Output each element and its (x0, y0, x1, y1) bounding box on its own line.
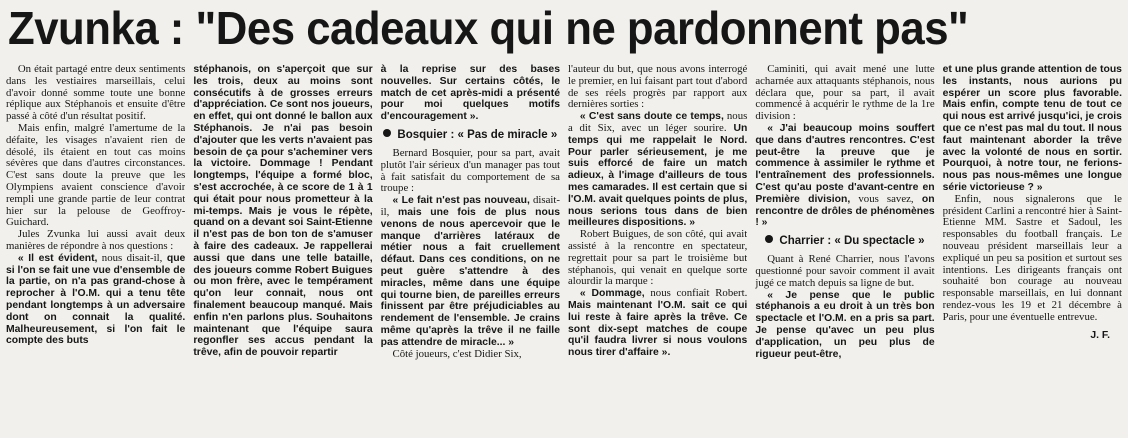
subheading-bosquier: Bosquier : « Pas de miracle » (381, 129, 560, 142)
quote-bold: « J'ai beaucoup moins souffert que dans d'autres rencontres. C'est peut-être la preuve que je commence à assimiler le rythme et l'entraînement des professionnels. C'est qu'au poste d'avant-centre en Première division, (755, 122, 935, 205)
quote-paragraph (381, 195, 560, 348)
quote-plain: disait-il, (380, 194, 560, 218)
quote-paragraph (6, 253, 185, 347)
quote-bold: « C'est sans doute ce temps, (579, 111, 724, 123)
paragraph: Côté joueurs, c'est Didier Six, (392, 347, 522, 360)
subheading-charrier: Charrier : « Du spectacle » (755, 235, 934, 248)
quote-paragraph (943, 64, 1122, 194)
article-body (6, 64, 1122, 436)
quote-plain: nous disait-il, (97, 251, 163, 264)
column-3 (381, 64, 560, 436)
paragraph: Caminiti, qui avait mené une lutte acharnée aux attaquants stéphanois, nous déclara que, pour sa part, il avait commencé à acquérir le rythme de la 1re division : (755, 64, 935, 123)
paragraph: Quant à René Charrier, nous l'avons questionné pour savoir comment il avait jugé ce match depuis sa ligne de but. (755, 253, 935, 289)
column-5 (755, 64, 934, 436)
paragraph: l'auteur du but, que nous avons interrogé le premier, en lui faisant part tout d'abord de ses réels progrès par rapport aux dernières sorties : (567, 64, 748, 111)
quote-bold: « Le fait n'est pas nouveau, (392, 195, 530, 207)
quote-bold: et une plus grande attention de tous les instants, nous aurions pu espérer un score plus favorable. Mais enfin, compte tenu de tout ce qui nous est arrivé jusqu'ici, je crois que ce n'est pas mal du tout. Il nous faut maintenant aborder la trêve avec la volonté de nous en sortir. Pourquoi, à notre tour, ne ferions-nous pas nous-mêmes une longue série victorieuse ? » (942, 64, 1122, 193)
bullet-dot-icon (383, 129, 391, 137)
quote-bold: « Je pense que le public stéphanois a eu droit à un très bon spectacle et l'O.M. en a pris sa part. Je pense qu'avec un peu plus d'application, un peu plus de rigueur peut-être, (755, 289, 935, 360)
quote-bold: que si l'on se fait une vue d'ensemble de la partie, on n'a pas grand-chose à reprocher à l'O.M. qui a tenu tête pendant longtemps à un adversaire dont on connait la qualité. Malheureusement, si l'on fait le compte des buts (6, 252, 186, 347)
quote-plain: vous savez, (850, 192, 914, 205)
paragraph: On était partagé entre deux sentiments dans les vestiaires marseillais, celui d'avoir donné somme toute une bonne réplique aux Stéphanois et ensuite d'être passé à côté d'un résultat positif. (6, 64, 186, 123)
quote-paragraph (755, 123, 934, 229)
quote-plain: nous a dit Six, avec un léger sourire. (567, 110, 748, 134)
quote-paragraph (755, 290, 934, 361)
quote-bold: Un temps qui me rappelait le Nord. Pour parler sérieusement, je me suis efforcé de faire un match adieux, à l'image d'ailleurs de tous mes camarades. Il est certain que si l'O.M. avait quelques points de plus, nous serions tous dans de bien meilleures dispositions. » (567, 122, 748, 229)
paragraph: Bernard Bosquier, pour sa part, avait plutôt l'air sérieux d'un manager pas tout à fait satisfait du comportement de sa troupe : (380, 146, 560, 195)
headline: Zvunka : "Des cadeaux qui ne pardonnent pas" (8, 2, 969, 54)
column-4 (568, 64, 747, 436)
bullet-dot-icon (765, 235, 773, 243)
paragraph: Mais enfin, malgré l'amertume de la défaite, les visages n'avaient rien de désolé, ils étaient en tout cas moins sévères que dans d'autres circonstances. C'est sans doute la preuve que les Olympiens avaient conscience d'avoir rempli une grande partie de leur contrat hier sur la pelouse de Geoffroy-Guichard. (6, 121, 186, 229)
author-signature: J. F. (1090, 329, 1110, 341)
quote-bold: « Dommage, (579, 288, 645, 300)
quote-paragraph (381, 64, 560, 123)
quote-bold: mais une fois de plus nous venons de nous apercevoir que le manque d'arrières latéraux de métier nous a fait cruellement défaut. Dans ces conditions, on ne peut guère s'attendre à des miracles, même dans une équipe qui tourne bien, de pareilles erreurs finissent par être préjudiciables au rendement de l'ensemble. Je crains même qu'après la trêve il ne faille pas attendre de miracle... » (380, 206, 560, 348)
quote-bold: Mais maintenant l'O.M. sait ce qui lui reste à faire après la trêve. Ce sont dix-sept matches de coupe qu'il faudra livrer si nous voulons nous tirer d'affaire ». (567, 299, 748, 359)
quote-plain: nous confiait Robert. (644, 287, 748, 300)
quote-bold: on rencontre de drôles de phénomènes ! » (755, 193, 935, 229)
quote-bold: « Il est évident, (17, 252, 98, 264)
quote-bold: stéphanois, on s'aperçoit que sur les trois, deux au moins sont consécutifs à de grosses erreurs d'appréciation. Ce sont nos joueurs, en effet, qui ont donné le ballon aux Stéphanois. Je n'ai pas besoin d'ajouter que les verts n'avaient pas besoin de ça pour s'acheminer vers la victoire. Dommage ! Pendant longtemps, l'équipe a formé bloc, s'est accrochée, à ce score de 1 à 1 qui était pour nous prometteur à la mi-temps. Mais je vous le répète, quand on a devant soi Saint-Etienne il n'est pas de bon ton de s'amuser à faire des cadeaux. Je rappellerai aussi que dans une telle bataille, des joueurs comme Robert Buigues ou mon frère, avec le tempérament qu'on leur connait, nous ont finalement beaucoup manqué. Mais enfin n'en parlons plus. Souhaitons maintenant que l'équipe saura regonfler ses accus pendant la trêve, afin de pouvoir repartir (193, 64, 373, 359)
paragraph: Jules Zvunka lui aussi avait deux manières de répondre à nos questions : (6, 228, 186, 252)
paragraph: Robert Buigues, de son côté, qui avait assisté à la rencontre en spectateur, regrettait pour sa part le troisième but stéphanois, qui venait en quelque sorte alourdir la marque : (567, 228, 748, 288)
quote-paragraph (568, 111, 747, 229)
quote-bold: à la reprise sur des bases nouvelles. Sur certains côtés, le match de cet après-midi a présenté pour moi quelques motifs d'encouragement ». (380, 64, 560, 123)
column-6 (943, 64, 1122, 436)
quote-paragraph (568, 288, 747, 359)
column-1 (6, 64, 185, 436)
paragraph: Enfin, nous signalerons que le président Carlini a rencontré hier à Saint-Etienne MM. Sastre et Sadoul, les responsables du football français. Le nouveau président marseillais leur a expliqué un peu sa position et surtout ses intentions. Les dirigeants français ont souhaité bon courage au nouveau responsable marseillais, en lui donnant rendez-vous les 19 et 21 décembre à Paris, pour une éventuelle entrevue. (942, 192, 1122, 323)
quote-paragraph (193, 64, 372, 359)
column-2 (193, 64, 372, 436)
